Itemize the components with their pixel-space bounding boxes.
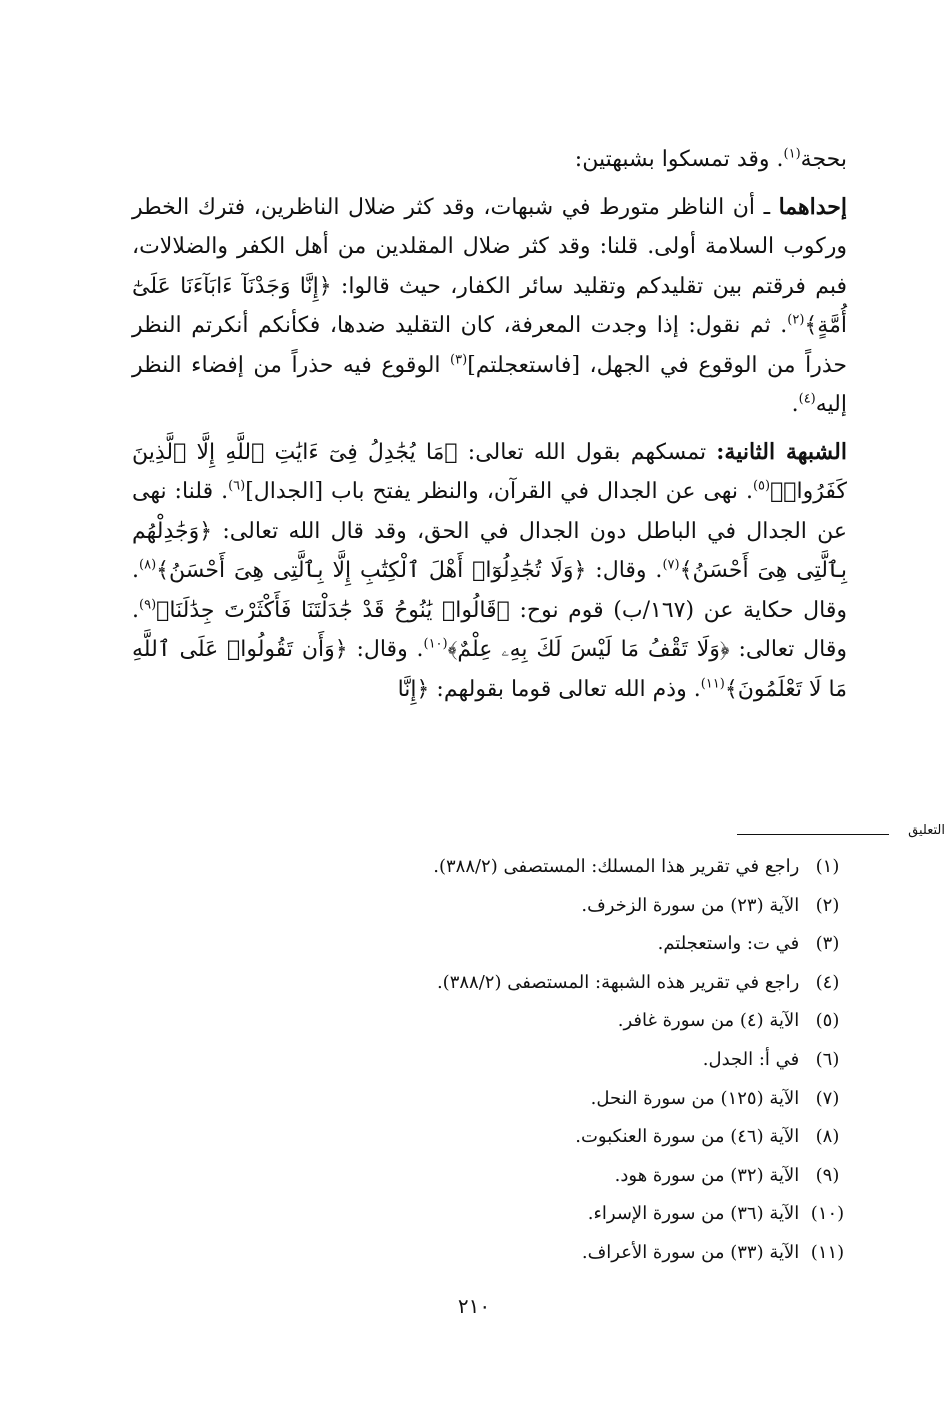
text-run: . قلنا: نهى عن الجدال في الباطل دون الجدال في الحق، وقد قال الله تعالى: [132, 479, 847, 544]
quran-verse: ﴿وَلَا تُجَٰدِلُوٓا۟ أَهْلَ ٱلْكِتَٰبِ إِلَّا بِٱلَّتِى هِىَ أَحْسَنُ﴾ [156, 558, 587, 583]
footnote-ref: (٣) [450, 352, 468, 368]
section-heading: إحداهما [778, 193, 847, 220]
text-run: . وقال حكاية عن (١٦٧/ب) قوم نوح: [132, 558, 847, 623]
footnote-text: الآية (١٢٥) من سورة النحل. [590, 1087, 800, 1109]
footnote-number: (٦) [815, 1048, 840, 1070]
text-run: . نهى عن الجدال في القرآن، والنظر يفتح باب [الجدال] [245, 479, 753, 504]
footnote-item [300, 964, 850, 1003]
footnote-item [300, 1002, 850, 1041]
footnote-number: (٨) [815, 1126, 840, 1148]
footnote-ref: (٦) [228, 478, 246, 494]
text-run: . وذم الله تعالى قوما بقولهم: [429, 676, 701, 702]
footnote-text: الآية (٣٣) من سورة الأعراف. [581, 1241, 800, 1263]
footnote-item [300, 1118, 850, 1157]
footnote-text: في ت: واستعجلتم. [657, 933, 800, 955]
footnote-text: الآية (٢٣) من سورة الزخرف. [581, 894, 800, 916]
footnote-ref: (١٠) [423, 636, 448, 652]
text-run: . ثم نقول: إذا وجدت المعرفة، كان التقليد ضدها، فكأنكم أنكرتم النظر حذراً من الوقوع في الجهل، [فاستعجلتم] [132, 313, 847, 378]
footnote-number: (١٠) [810, 1203, 845, 1225]
page-number: ٢١٠ [457, 1294, 491, 1318]
quran-verse: ﴿قَالُوا۟ يَٰنُوحُ قَدْ جَٰدَلْتَنَا فَأَكْثَرْتَ جِدَٰلَنَا﴾ [156, 597, 510, 623]
paragraph [132, 140, 847, 180]
footnote-item [300, 1195, 850, 1234]
footnote-item [300, 848, 850, 887]
footnote-number: (٣) [815, 933, 840, 955]
text-run: . وقال تعالى: [132, 597, 847, 662]
text-run: . وقال: [347, 637, 424, 662]
footnote-ref: (٨) [139, 557, 157, 573]
quran-verse: ﴿مَا يُجَٰدِلُ فِىٓ ءَايَٰتِ ٱللَّهِ إِلَّا ٱلَّذِينَ كَفَرُوا۟﴾ [132, 439, 847, 504]
text-run: تمسكهم بقول الله تعالى: [457, 439, 717, 465]
quran-verse: ﴿إِنَّا [397, 676, 430, 702]
separator-line [737, 834, 889, 835]
paragraph [132, 433, 847, 710]
footnote-ref: (٧) [662, 557, 680, 573]
footnote-text: الآية (٤) من سورة غافر. [617, 1010, 800, 1032]
footnote-item [300, 1234, 850, 1273]
text-run: . وقال: [586, 558, 663, 583]
footnote-ref: (١١) [700, 676, 725, 692]
footnote-item [300, 925, 850, 964]
footnote-text: راجع في تقرير هذه الشبهة: المستصفى (٣٨٨/٢). [436, 971, 800, 993]
section-heading: الشبهة الثانية: [716, 438, 847, 465]
footnote-ref: (١) [783, 146, 801, 162]
footnote-text: راجع في تقرير هذا المسلك: المستصفى (٣٨٨/٢). [433, 856, 800, 877]
quran-verse: ﴿إِنَّا وَجَدْنَآ ءَابَآءَنَا عَلَىٰٓ أُمَّةٍ﴾ [132, 273, 847, 338]
footnote-item [300, 1041, 850, 1080]
footnotes-list [300, 848, 850, 1273]
footnote-ref: (٩) [139, 597, 157, 613]
footnote-number: (١) [815, 856, 840, 877]
footnote-text: في أ: الجدل. [702, 1048, 800, 1070]
text-run: بحجة [800, 147, 847, 172]
footnote-ref: (٢) [787, 312, 805, 328]
footnote-separator [690, 823, 945, 843]
footnote-text: الآية (٣٦) من سورة الإسراء. [587, 1203, 800, 1225]
footnote-item [300, 1080, 850, 1119]
main-text [132, 140, 847, 709]
footnote-item [300, 1157, 850, 1196]
footnote-text: الآية (٤٦) من سورة العنكبوت. [575, 1126, 800, 1148]
footnote-text: الآية (٣٢) من سورة هود. [614, 1164, 800, 1186]
footnote-number: (١١) [810, 1241, 845, 1263]
footnote-number: (٩) [815, 1164, 840, 1186]
footnote-ref: (٤) [798, 391, 816, 407]
footnote-item [300, 887, 850, 926]
footnote-section-label: التعليق [908, 823, 945, 838]
footnote-number: (٢) [815, 894, 840, 916]
quran-verse: ﴿وَأَن تَقُولُوا۟ عَلَى ٱللَّهِ مَا لَا تَعْلَمُونَ﴾ [132, 637, 847, 702]
quran-verse: ﴿وَجَٰدِلْهُم بِٱلَّتِى هِىَ أَحْسَنُ﴾ [132, 518, 847, 583]
text-run: . وقد تمسكوا بشبهتين: [574, 147, 784, 172]
text-run: ـ أن الناظر متورط في شبهات، وقد كثر ضلال الناظرين، فترك الخطر وركوب السلامة أولى. قلنا: وقد كثر ضلال المقلدين من أهل الكفر والضلالات، فبم فرقتم بين تقليدكم وتقليد سائر الكفار، حيث قالوا: [132, 194, 847, 299]
text-run: . [791, 392, 799, 417]
text-run: الوقوع فيه حذراً من إفضاء النظر إليه [132, 352, 847, 417]
paragraph [132, 188, 847, 425]
footnote-number: (٥) [815, 1010, 840, 1032]
footnote-ref: (٥) [752, 478, 771, 494]
quran-verse: ﴿وَلَا تَقْفُ مَا لَيْسَ لَكَ بِهِۦ عِلْمٌ﴾ [447, 637, 730, 662]
footnote-number: (٧) [815, 1087, 840, 1109]
footnote-number: (٤) [815, 971, 840, 993]
